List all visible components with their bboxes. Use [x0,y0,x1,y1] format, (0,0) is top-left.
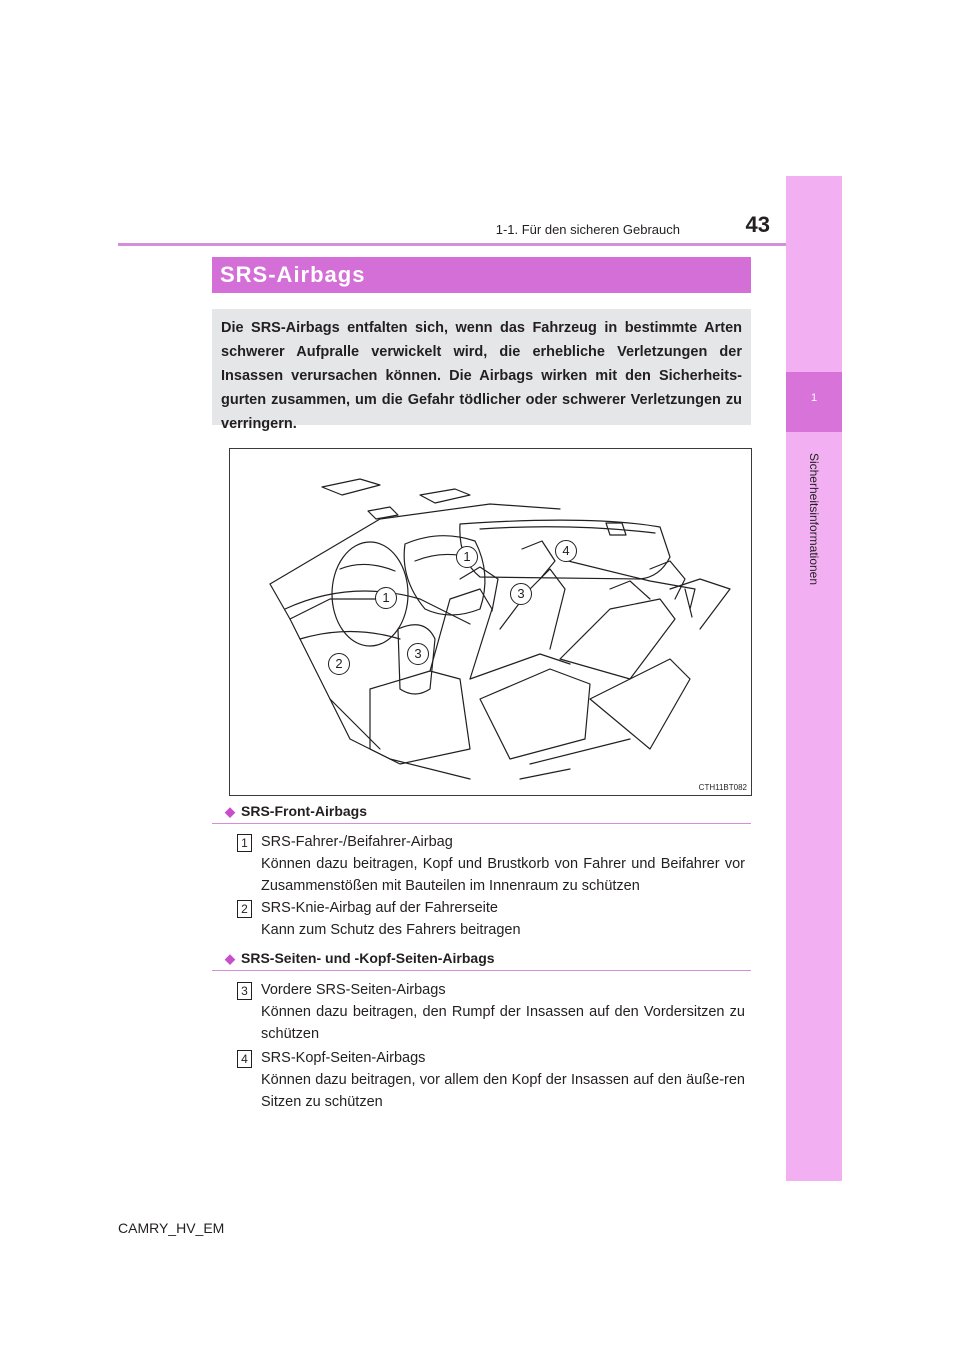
intro-text: Die SRS-Airbags entfalten sich, wenn das Fahrzeug in bestimmte Arten schwerer Aufpralle verwickelt wird, die erhebliche Verletzungen der Insassen verursachen können. Die Airbags wirken mit den Sicherheits-gurten zusammen, um die Gefahr tödlicher oder schwerer Verletzungen zu verringern. [221,320,742,432]
figure-code: CTH11BT082 [698,783,747,792]
chapter-label: Sicherheitsinformationen [807,452,821,586]
item-description: Können dazu beitragen, den Rumpf der Insassen auf den Vordersitzen zu schützen [261,1004,745,1042]
item-description: Können dazu beitragen, Kopf und Brustkorb von Fahrer und Beifahrer vor Zusammenstößen mit Bauteilen im Innenraum zu schützen [261,856,745,894]
subhead-rule [212,823,751,824]
subhead-label: SRS-Seiten- und -Kopf-Seiten-Airbags [241,950,495,966]
car-interior-drawing [230,449,751,795]
item-number: 3 [237,982,252,1000]
callout-4: 4 [555,540,577,562]
callout-2: 2 [328,653,350,675]
item-title: SRS-Fahrer-/Beifahrer-Airbag [261,834,453,850]
document-code: CAMRY_HV_EM [118,1220,225,1236]
subhead-front-airbags [225,803,367,820]
item-title: Vordere SRS-Seiten-Airbags [261,982,446,998]
diamond-bullet-icon: ◆ [225,951,235,966]
page-number: 43 [745,212,770,237]
subhead-side-airbags [225,950,495,967]
airbag-illustration [229,448,752,796]
item-title: SRS-Knie-Airbag auf der Fahrerseite [261,900,498,916]
callout-3-lower: 3 [407,643,429,665]
diamond-bullet-icon: ◆ [225,804,235,819]
item-description: Können dazu beitragen, vor allem den Kopf der Insassen auf den äuße-ren Sitzen zu schützen [261,1072,745,1110]
chapter-number: 1 [810,392,818,404]
list-item [261,897,745,941]
subhead-rule [212,970,751,971]
chapter-side-tab [786,176,842,1181]
list-item [261,1047,745,1113]
section-label: 1-1. Für den sicheren Gebrauch [495,222,680,237]
item-title: SRS-Kopf-Seiten-Airbags [261,1050,426,1066]
header-rule [118,243,786,246]
callout-1-lower: 1 [375,587,397,609]
item-description: Kann zum Schutz des Fahrers beitragen [261,922,521,938]
list-item [261,979,745,1045]
item-number: 1 [237,834,252,852]
list-item [261,831,745,897]
item-number: 4 [237,1050,252,1068]
subhead-label: SRS-Front-Airbags [241,803,367,819]
page-title: SRS-Airbags [220,262,366,287]
callout-3-upper: 3 [510,583,532,605]
item-number: 2 [237,900,252,918]
callout-1-upper: 1 [456,546,478,568]
